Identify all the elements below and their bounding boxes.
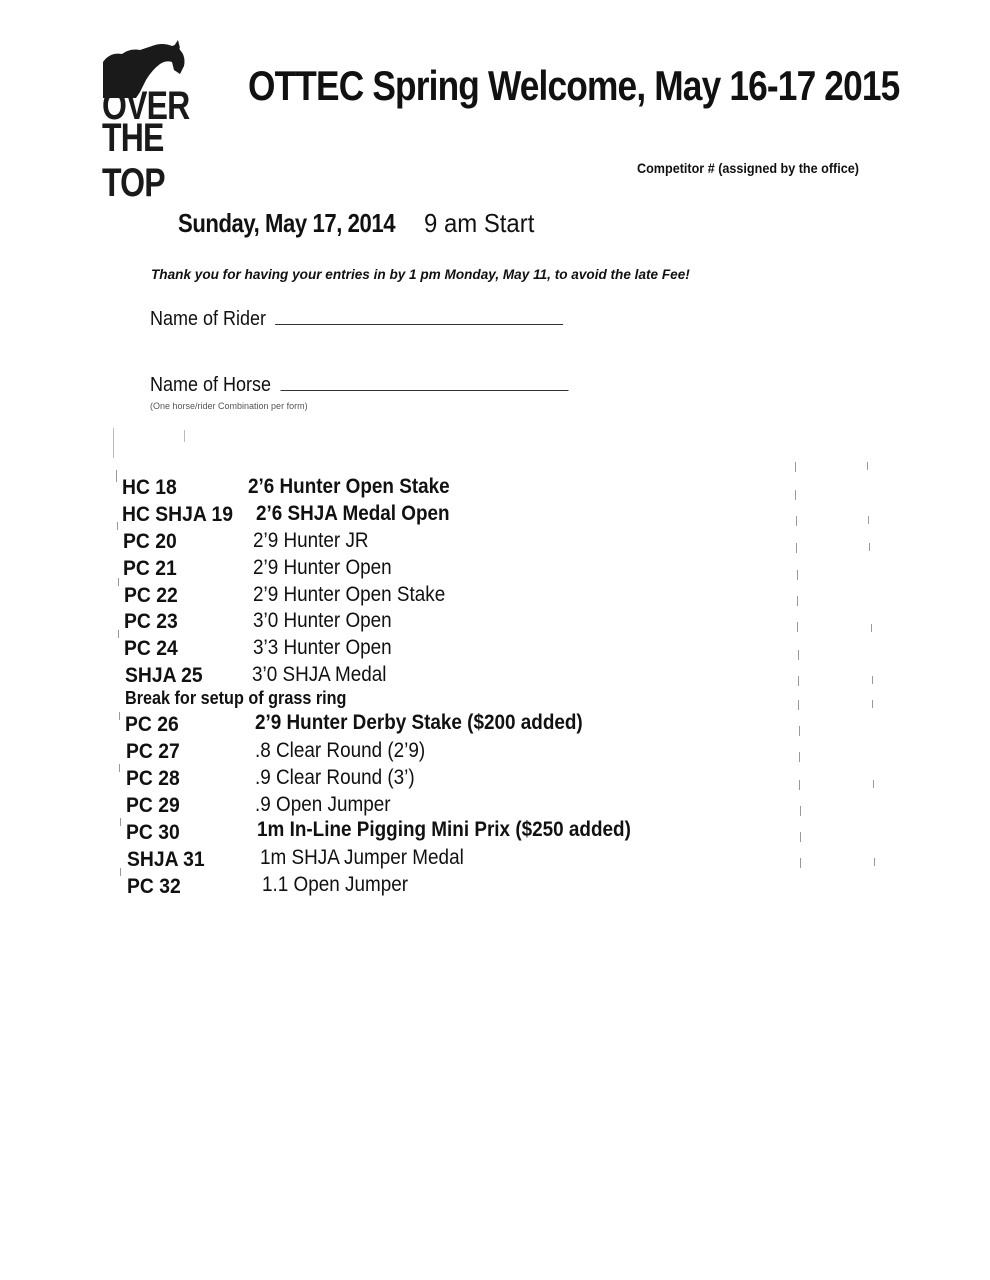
- class-code: HC SHJA 19: [122, 503, 233, 526]
- horse-name-field[interactable]: [150, 374, 568, 397]
- class-description: 2’9 Hunter Derby Stake ($200 added): [255, 711, 583, 734]
- class-code: PC 30: [126, 821, 180, 844]
- start-time: 9 am Start: [423, 208, 535, 238]
- horse-name-line[interactable]: [280, 389, 568, 391]
- entry-deadline-note: Thank you for having your entries in by 1 pm Monday, May 11, to avoid the late Fee!: [151, 266, 690, 282]
- class-description: 3’0 SHJA Medal: [252, 663, 387, 686]
- class-description: 3’3 Hunter Open: [253, 636, 392, 659]
- day-heading: [178, 208, 544, 239]
- class-code: PC 28: [126, 767, 180, 790]
- break-notice: Break for setup of grass ring: [125, 688, 347, 708]
- rider-name-label: Name of Rider: [150, 308, 267, 330]
- class-description: 1.1 Open Jumper: [262, 873, 409, 896]
- class-code: PC 20: [123, 530, 177, 553]
- logo-text-over: OVER: [102, 84, 190, 128]
- class-code: PC 26: [125, 713, 179, 736]
- page-title: OTTEC Spring Welcome, May 16-17 2015: [248, 62, 900, 109]
- class-description: 2’9 Hunter Open: [253, 556, 392, 579]
- day-date: Sunday, May 17, 2014: [178, 208, 396, 238]
- class-description: 3’0 Hunter Open: [253, 609, 392, 632]
- class-code: PC 27: [126, 740, 180, 763]
- rider-name-field[interactable]: [150, 308, 563, 331]
- class-description: .9 Clear Round (3’): [255, 766, 415, 789]
- class-description: 2’9 Hunter JR: [253, 529, 369, 552]
- horse-name-label: Name of Horse: [150, 374, 272, 396]
- class-description: 2’6 SHJA Medal Open: [256, 502, 450, 525]
- class-description: 2’6 Hunter Open Stake: [248, 475, 450, 498]
- combination-note: (One horse/rider Combination per form): [150, 401, 308, 411]
- over-the-top-logo: [100, 40, 195, 205]
- rider-name-line[interactable]: [275, 323, 563, 325]
- class-code: HC 18: [122, 476, 177, 499]
- class-description: .9 Open Jumper: [255, 793, 391, 816]
- class-code: PC 32: [127, 875, 181, 898]
- class-description: 1m SHJA Jumper Medal: [260, 846, 464, 869]
- class-description: 1m In-Line Pigging Mini Prix ($250 added): [257, 818, 631, 841]
- class-description: 2’9 Hunter Open Stake: [253, 583, 446, 606]
- class-code: PC 23: [124, 610, 178, 633]
- competitor-number-label: Competitor # (assigned by the office): [637, 160, 859, 176]
- class-code: PC 21: [123, 557, 177, 580]
- class-code: SHJA 25: [125, 664, 203, 687]
- class-code: PC 29: [126, 794, 180, 817]
- logo-text-the-top: THE TOP: [102, 116, 165, 205]
- class-code: PC 24: [124, 637, 178, 660]
- class-description: .8 Clear Round (2’9): [255, 739, 426, 762]
- class-code: SHJA 31: [127, 848, 205, 871]
- class-code: PC 22: [124, 584, 178, 607]
